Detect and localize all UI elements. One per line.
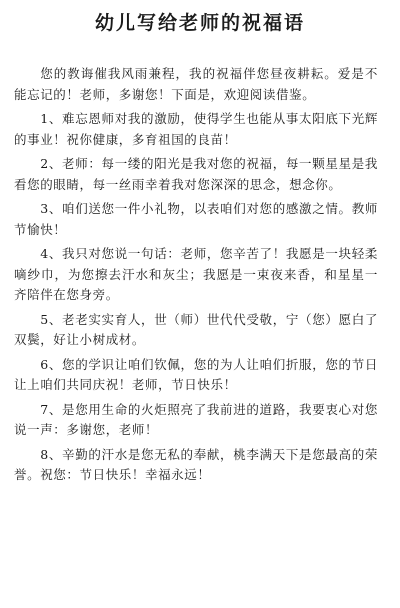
wish-item-5: 5、老老实实育人，世（师）世代代受敬，宁（您）愿白了双鬓，好让小树成材。 [14, 311, 378, 347]
wish-item-6: 6、您的学识让咱们钦佩，您的为人让咱们折服，您的节日让上咱们共同庆祝！老师，节日快乐！ [14, 356, 378, 392]
wish-item-3: 3、咱们送您一件小礼物，以表咱们对您的感激之情。教师节愉快！ [14, 201, 378, 237]
document-title: 幼儿写给老师的祝福语 [94, 12, 305, 34]
wish-item-7: 7、是您用生命的火炬照亮了我前进的道路，我要衷心对您说一声：多谢您，老师！ [14, 401, 378, 437]
wish-item-8: 8、辛勤的汗水是您无私的奉献，桃李满天下是您最高的荣誉。祝您：节日快乐！幸福永远！ [14, 446, 378, 482]
wish-item-4: 4、我只对您说一句话：老师，您辛苦了！我愿是一块轻柔嘀纱巾，为您擦去汗水和灰尘；我愿是一束夜来香，和星星一齐陪伴在您身旁。 [14, 246, 378, 302]
wish-item-2: 2、老师：每一缕的阳光是我对您的祝福，每一颗星星是我看您的眼睛，每一丝雨幸着我对您深深的思念，想念你。 [14, 156, 378, 192]
wish-item-1: 1、难忘恩师对我的激励，使得学生也能从事太阳底下光辉的事业！祝你健康，多育祖国的良苗！ [14, 111, 378, 147]
intro-paragraph: 您的教诲催我风雨兼程，我的祝福伴您昼夜耕耘。爱是不能忘记的！老师，多谢您！下面是，欢迎阅读借鉴。 [14, 66, 378, 102]
